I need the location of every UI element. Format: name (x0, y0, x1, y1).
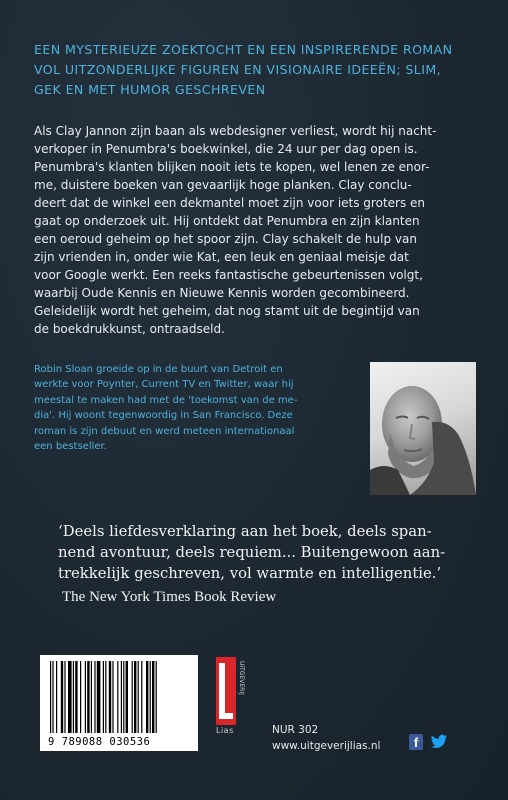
barcode-bar (73, 661, 74, 733)
synopsis-line: voor Google werkt. Een reeks fantastische gebeurtenissen volgt, (34, 268, 423, 282)
publisher-name: Lias (216, 726, 234, 735)
barcode-bar (121, 661, 122, 733)
barcode-bar (97, 661, 101, 733)
tagline-line: GEK EN MET HUMOR GESCHREVEN (34, 82, 266, 97)
synopsis-line: zijn vrienden in, onder wie Kat, een leuk en geniaal meisje dat (34, 250, 409, 264)
synopsis-line: verkoper in Penumbra's boekwinkel, die 24 uur per dag open is. (34, 142, 418, 156)
barcode-bar (132, 661, 133, 733)
barcode-bar (112, 661, 113, 733)
synopsis-line: Als Clay Jannon zijn baan als webdesigner verliest, wordt hij nacht- (34, 124, 437, 138)
barcode-bar (52, 661, 53, 733)
isbn-barcode (40, 655, 198, 751)
barcode-bar (68, 661, 72, 733)
barcode-bar (150, 661, 151, 733)
barcode-bar (123, 661, 124, 733)
barcode-bar (126, 661, 128, 733)
barcode-bar (152, 661, 154, 733)
barcode-bar (80, 661, 81, 733)
publisher-website-link[interactable]: www.uitgeverijlias.nl (272, 740, 381, 752)
author-bio-line: dia'. Hij woont tegenwoordig in San Francisco. Deze (34, 410, 293, 422)
author-bio-line: een bestseller. (34, 441, 107, 453)
quote-line: ‘Deels liefdesverklaring aan het boek, deels span- (58, 523, 432, 540)
barcode-bar (64, 661, 65, 733)
synopsis-line: de boekdrukkunst, ontraadseld. (34, 322, 225, 336)
barcode-bar (75, 661, 77, 733)
barcode-bar (87, 661, 89, 733)
synopsis-line: Geleidelijk wordt het geheim, dat nog stamt uit de begintijd van (34, 304, 420, 318)
tagline-line: EEN MYSTERIEUZE ZOEKTOCHT EN EEN INSPIRERENDE ROMAN (34, 42, 453, 57)
quote-source: The New York Times Book Review (62, 589, 277, 605)
quote-line: trekkelijk geschreven, vol warmte en intelligentie.’ (58, 565, 442, 582)
synopsis-line: Penumbra's klanten blijken nooit iets te kopen, wel lenen ze enor- (34, 160, 430, 174)
barcode-bar (117, 661, 118, 733)
author-portrait-illustration (370, 362, 476, 495)
synopsis-line: waarbij Oude Kennis en Nieuwe Kennis worden gecombineerd. (34, 286, 410, 300)
barcode-bar (109, 661, 111, 733)
synopsis-line: deert dat de winkel een dekmantel moet zijn voor iets groters en (34, 196, 426, 210)
barcode-bar (156, 661, 157, 733)
tagline-line: VOL UITZONDERLIJKE FIGUREN EN VISIONAIRE IDEEËN; SLIM, (34, 62, 441, 77)
synopsis-line: me, duistere boeken van gevaarlijk hoge planken. Clay conclu- (34, 178, 412, 192)
author-photo (370, 362, 476, 495)
tagline (34, 40, 484, 100)
publisher-logo-mark (216, 657, 244, 725)
facebook-icon[interactable]: f (409, 734, 423, 750)
barcode-bar (56, 661, 57, 733)
author-bio-line: Robin Sloan groeide op in de buurt van Detroit en (34, 364, 283, 375)
publisher-logo (216, 657, 244, 725)
synopsis (34, 122, 482, 338)
review-quote (58, 521, 478, 584)
barcode-bar (103, 661, 104, 733)
author-bio (34, 362, 384, 454)
barcode-bar (94, 661, 95, 733)
quote-line: nend avontuur, deels requiem... Buitengewoon aan- (58, 544, 446, 561)
publisher-logo-side-text: UITGEVERIJ (238, 661, 245, 695)
barcode-bar (61, 661, 63, 733)
barcode-bar (85, 661, 86, 733)
author-bio-line: werkte voor Poynter, Current TV en Twitter, waar hij (34, 379, 294, 391)
nur-code: NUR 302 (272, 724, 319, 736)
barcode-bar (91, 661, 92, 733)
author-bio-line: roman is zijn debuut en werd meteen internationaal (34, 425, 295, 437)
twitter-icon[interactable] (430, 734, 448, 750)
barcode-bar (138, 661, 139, 733)
synopsis-line: gaat op onderzoek uit. Hij ontdekt dat Penumbra en zijn klanten (34, 214, 420, 228)
barcode-bar (50, 661, 51, 733)
synopsis-line: een oeroud geheim op het spoor zijn. Clay schakelt de hulp van (34, 232, 417, 246)
barcode-bar (134, 661, 136, 733)
author-bio-line: meestal te maken had met de 'toekomst van de me- (34, 394, 298, 406)
barcode-bar (146, 661, 148, 733)
barcode-bar (141, 661, 142, 733)
barcode-digits: 9 789088 030536 (48, 736, 151, 748)
barcode-bar (105, 661, 106, 733)
